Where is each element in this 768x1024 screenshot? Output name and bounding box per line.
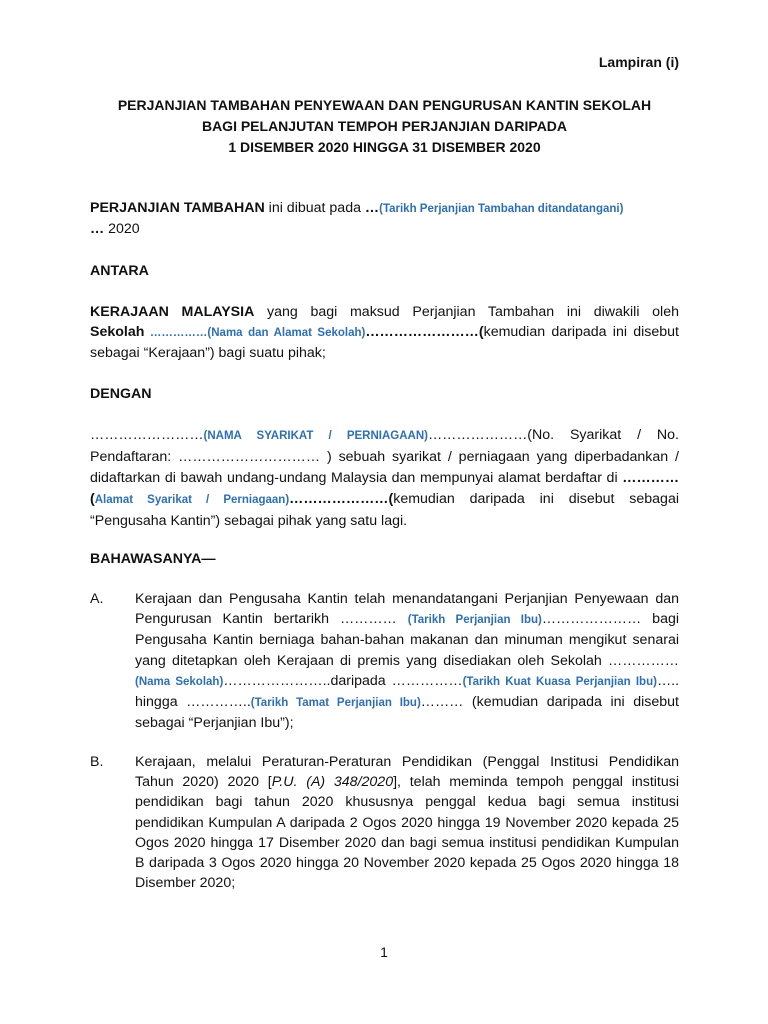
intro-text: ini dibuat pada	[264, 200, 365, 216]
page-number: 1	[380, 944, 388, 960]
clause-b-body	[135, 752, 679, 893]
intro-bold: PERJANJIAN TAMBAHAN	[90, 200, 265, 216]
clause-a-marker: A.	[90, 591, 104, 607]
kerajaan-bold: KERAJAAN MALAYSIA	[90, 304, 255, 320]
clause-a-text-2: ………………… bagi Pengusaha Kantin berniaga bahan-bahan makanan dan minuman mengikut senarai yang ditetapkan oleh Kerajaan di premis yang disediakan oleh Sekolah ……………	[135, 611, 679, 669]
heading-bahawasanya: BAHAWASANYA—	[90, 551, 216, 567]
kerajaan-text-2: kemudian daripada ini disebut sebagai “Kerajaan”) bagi suatu pihak;	[90, 324, 679, 362]
kerajaan-line-1	[90, 302, 679, 322]
kerajaan-dots-2: ……………………(	[365, 324, 484, 341]
company-address-placeholder: Alamat Syarikat / Perniagaan)	[94, 494, 290, 506]
intro-date-placeholder: (Tarikh Perjanjian Tambahan ditandatangani)	[379, 203, 624, 215]
clause-a-end-placeholder: (Tarikh Tamat Perjanjian Ibu)	[250, 697, 421, 710]
kerajaan-text-1: yang bagi maksud Perjanjian Tambahan ini diwakili oleh	[254, 304, 679, 320]
clause-a-text-1: Kerajaan dan Pengusaha Kantin telah menandatangani Perjanjian Penyewaan dan Pengurusan Kantin bertarikh …………	[135, 591, 679, 628]
syarikat-paragraph	[90, 425, 679, 532]
clause-a-date-placeholder: (Tarikh Perjanjian Ibu)	[407, 614, 542, 627]
syarikat-dots-3: …………(	[90, 470, 679, 507]
syarikat-dots-1: ……………………	[90, 427, 204, 443]
clause-b-text-2: ], telah meminda tempoh penggal institusi pendidikan bagi tahun 2020 khususnya penggal kedua bagi semua institusi pendidikan Kumpulan A daripada 2 Ogos 2020 hingga 19 November 2020 kepada 25 Ogos 2020 hingga 17 Disember 2020 dan bagi semua institusi pendidikan Kumpulan B daripada 3 Ogos 2020 hingga 20 November 2020 kepada 25 Ogos 2020 hingga 18 Disember 2020;	[135, 774, 679, 892]
clause-a	[90, 589, 679, 733]
clause-b-marker: B.	[90, 754, 104, 770]
clause-a-school-placeholder: (Nama Sekolah)	[135, 675, 224, 688]
syarikat-text-2: kemudian daripada ini disebut sebagai “Pengusaha Kantin”) sebagai pihak yang satu lagi.	[90, 491, 679, 529]
clause-a-text-3: …………………..daripada ……………	[223, 672, 463, 689]
clause-a-body	[135, 589, 679, 733]
appendix-label: Lampiran (i)	[598, 54, 679, 70]
clause-a-start-placeholder: (Tarikh Kuat Kuasa Perjanjian Ibu)	[462, 675, 657, 688]
company-name-placeholder: (NAMA SYARIKAT / PERNIAGAAN)	[203, 430, 428, 442]
clause-b-reference: P.U. (A) 348/2020	[271, 774, 394, 791]
clause-b	[90, 752, 679, 893]
title-line-1: PERJANJIAN TAMBAHAN PENYEWAAN DAN PENGURUSAN KANTIN SEKOLAH	[117, 97, 652, 113]
heading-antara: ANTARA	[90, 263, 149, 279]
clause-b-text-1: Kerajaan, melalui Peraturan-Peraturan Pendidikan (Penggal Institusi Pendidikan Tahun 2020) 2020 [	[135, 754, 679, 791]
intro-dots-2: …	[90, 221, 105, 238]
clause-a-text-5: ……… (kemudian daripada ini disebut sebagai “Perjanjian Ibu”);	[135, 694, 679, 732]
kerajaan-dots-1: ……………	[144, 327, 208, 340]
syarikat-text-1: (No. Syarikat / No. Pendaftaran: ………………………… ) sebuah syarikat / perniagaan yang diperbadankan / didaftarkan di bawah undang-undang Malaysia dan mempunyai alamat berdaftar di	[90, 427, 679, 486]
school-placeholder: (Nama dan Alamat Sekolah)	[207, 327, 366, 340]
syarikat-dots-4: …………………(	[289, 491, 394, 507]
document-title	[90, 95, 679, 158]
intro-paragraph	[90, 198, 679, 239]
heading-dengan: DENGAN	[90, 386, 152, 402]
intro-year: 2020	[104, 221, 140, 238]
sekolah-label: Sekolah	[90, 324, 145, 341]
clause-a-text-4: ….. hingga …………..	[135, 672, 680, 711]
syarikat-dots-2: …………………	[427, 427, 528, 443]
title-line-2: BAGI PELANJUTAN TEMPOH PERJANJIAN DARIPADA	[201, 118, 568, 134]
kerajaan-paragraph	[90, 302, 679, 364]
title-line-3: 1 DISEMBER 2020 HINGGA 31 DISEMBER 2020	[228, 139, 541, 155]
intro-dots-1: …	[364, 200, 380, 216]
